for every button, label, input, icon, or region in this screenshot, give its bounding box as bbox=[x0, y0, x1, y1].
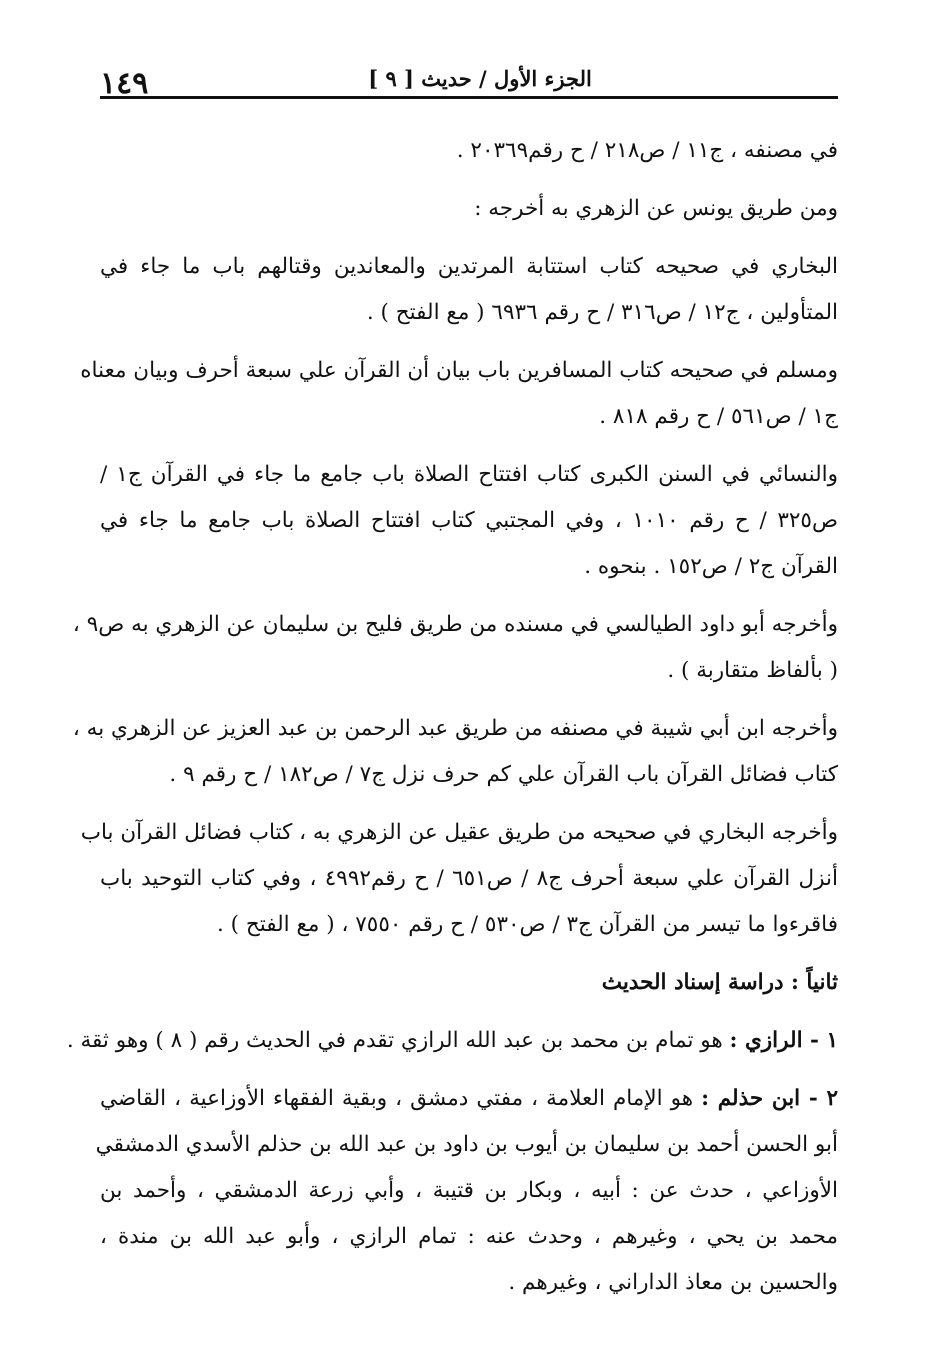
text-line: وأخرجه البخاري في صحيحه من طريق عقيل عن الزهري به ، كتاب فضائل القرآن باب bbox=[80, 820, 838, 845]
header-rule bbox=[100, 96, 838, 99]
narrator-description: هو تمام بن محمد بن عبد الله الرازي تقدم في الحديث رقم ( ٨ ) وهو ثقة . bbox=[66, 1028, 723, 1053]
text-line: وأخرجه أبو داود الطيالسي في مسنده من طريق فليح بن سليمان عن الزهري به ص٩ ، bbox=[72, 612, 838, 637]
page-number: ١٤٩ bbox=[100, 66, 149, 101]
paragraph-nasai-reference bbox=[100, 452, 838, 590]
text-line: فاقرءوا ما تيسر من القرآن ج٣ / ص٥٣٠ / ح رقم ٧٥٥٠ ، ( مع الفتح ) . bbox=[216, 912, 838, 937]
paragraph-tayalisi-reference bbox=[72, 602, 838, 694]
paragraph-muslim-reference bbox=[80, 348, 838, 440]
paragraph-ibn-abi-shayba-reference bbox=[72, 706, 838, 798]
text-line bbox=[66, 1018, 838, 1064]
text-line: ومن طريق يونس عن الزهري به أخرجه : bbox=[474, 196, 838, 221]
narrator-label: ٢ - ابن حذلم : bbox=[701, 1086, 839, 1111]
text-line: والنسائي في السنن الكبرى كتاب افتتاح الصلاة باب جامع ما جاء في القرآن ج١ / bbox=[100, 462, 838, 487]
text-line: كتاب فضائل القرآن باب القرآن علي كم حرف نزل ج٧ / ص١٨٢ / ح رقم ٩ . bbox=[169, 762, 838, 787]
text-line: الأوزاعي ، حدث عن : أبيه ، وبكار بن قتيبة ، وأبي زرعة الدمشقي ، وأحمد بن bbox=[100, 1178, 838, 1203]
narrator-entry-ibn-hadhlam bbox=[95, 1076, 839, 1306]
text-line bbox=[100, 1076, 838, 1122]
section-heading: ثانياً : دراسة إسناد الحديث bbox=[601, 970, 838, 995]
narrator-description: هو الإمام العلامة ، مفتي دمشق ، وبقية الفقهاء الأوزاعية ، القاضي bbox=[100, 1086, 694, 1111]
text-line: والحسين بن معاذ الداراني ، وغيرهم . bbox=[508, 1270, 838, 1295]
text-line: ( بألفاظ متقاربة ) . bbox=[667, 658, 838, 683]
narrator-label: ١ - الرازي : bbox=[729, 1028, 838, 1053]
narrator-entry-razi bbox=[66, 1018, 838, 1064]
text-line: ج١ / ص٥٦١ / ح رقم ٨١٨ . bbox=[599, 404, 838, 429]
text-line: وأخرجه ابن أبي شيبة في مصنفه من طريق عبد الرحمن بن عبد العزيز عن الزهري به ، bbox=[72, 716, 838, 741]
text-line: القرآن ج٢ / ص١٥٢ . بنحوه . bbox=[584, 554, 838, 579]
paragraph-bukhari-uqayl-reference bbox=[80, 810, 839, 948]
paragraph-musannaf-reference bbox=[100, 128, 838, 174]
text-line: في مصنفه ، ج١١ / ص٢١٨ / ح رقم٢٠٣٦٩ . bbox=[456, 138, 838, 163]
text-line: المتأولين ، ج١٢ / ص٣١٦ / ح رقم ٦٩٣٦ ( مع الفتح ) . bbox=[366, 300, 838, 325]
page-body bbox=[66, 128, 839, 1306]
text-line: ومسلم في صحيحه كتاب المسافرين باب بيان أن القرآن علي سبعة أحرف وبيان معناه bbox=[80, 358, 838, 383]
text-line: أنزل القرآن علي سبعة أحرف ج٨ / ص٦٥١ / ح رقم٤٩٩٢ ، وفي كتاب التوحيد باب bbox=[100, 866, 839, 891]
text-line: البخاري في صحيحه كتاب استتابة المرتدين والمعاندين وقتالهم باب ما جاء في bbox=[100, 254, 838, 279]
paragraph-yunus-route bbox=[100, 186, 838, 232]
text-line: أبو الحسن أحمد بن سليمان بن أيوب بن داود بن عبد الله بن حذلم الأسدي الدمشقي bbox=[95, 1132, 838, 1157]
text-line: محمد بن يحي ، وغيرهم ، وحدث عنه : تمام الرازي ، وأبو عبد الله بن مندة ، bbox=[100, 1224, 838, 1249]
header-title: الجزء الأول / حديث [ ٩ ] bbox=[368, 66, 592, 91]
paragraph-bukhari-reference bbox=[100, 244, 838, 336]
text-line: ص٣٢٥ / ح رقم ١٠١٠ ، وفي المجتبي كتاب افتتاح الصلاة باب جامع ما جاء في bbox=[100, 508, 838, 533]
section-heading-paragraph bbox=[100, 960, 838, 1006]
running-head bbox=[0, 60, 940, 100]
